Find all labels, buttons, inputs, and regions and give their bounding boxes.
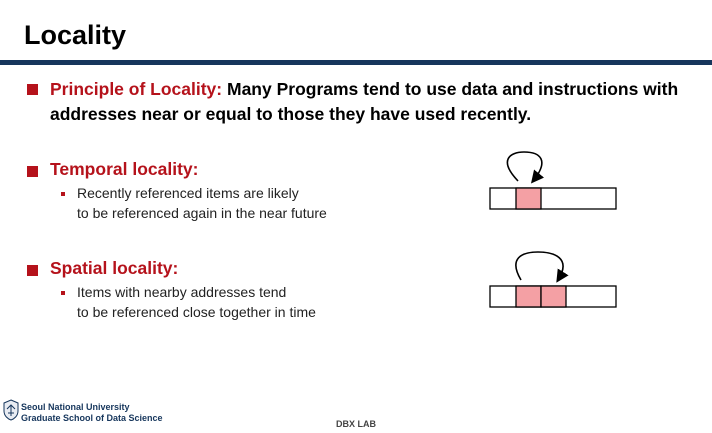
spatial-line1: Items with nearby addresses tend: [77, 284, 287, 300]
spatial-sub-bullet: [61, 291, 65, 295]
spatial-description: [77, 282, 316, 322]
snu-emblem-icon: [2, 399, 20, 421]
temporal-line2: to be referenced again in the near future: [77, 205, 327, 221]
principle-line1: Many Programs tend to use data and instructions with: [227, 79, 679, 99]
spatial-line2: to be referenced close together in time: [77, 304, 316, 320]
spatial-heading: Spatial locality:: [50, 258, 179, 278]
temporal-referenced-cell: [516, 188, 541, 209]
temporal-bullet: [27, 166, 38, 177]
principle-bullet: [27, 84, 38, 95]
temporal-line1: Recently referenced items are likely: [77, 185, 299, 201]
principle-line2: addresses near or equal to those they have used recently.: [50, 104, 532, 124]
slide-title: Locality: [24, 20, 127, 50]
spatial-bullet: [27, 265, 38, 276]
university-line1: Seoul National University: [21, 402, 130, 412]
temporal-heading: Temporal locality:: [50, 159, 199, 179]
spatial-referenced-cell-2: [541, 286, 566, 307]
temporal-description: [77, 183, 327, 223]
temporal-sub-bullet: [61, 192, 65, 196]
temporal-arrow: [507, 152, 541, 181]
temporal-array: [490, 188, 616, 209]
spatial-locality-diagram: [488, 252, 620, 310]
lab-name: DBX LAB: [336, 419, 376, 429]
title-rule: [0, 60, 712, 65]
spatial-arrow: [516, 252, 563, 280]
temporal-locality-diagram: [488, 152, 620, 212]
spatial-referenced-cell-1: [516, 286, 541, 307]
university-line2: Graduate School of Data Science: [21, 413, 163, 423]
principle-label: Principle of Locality:: [50, 79, 223, 99]
principle-text: [50, 77, 700, 127]
